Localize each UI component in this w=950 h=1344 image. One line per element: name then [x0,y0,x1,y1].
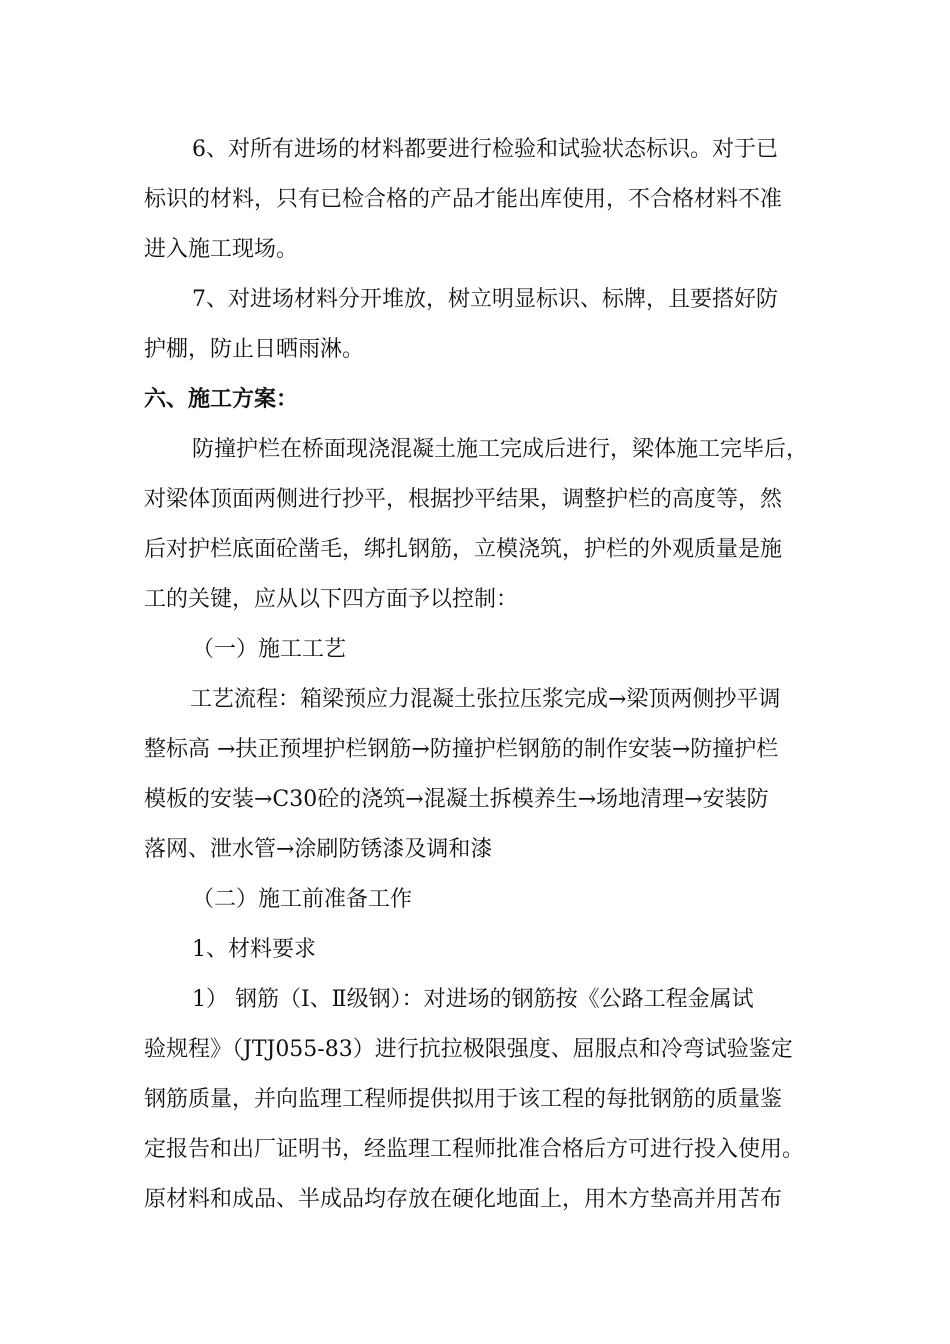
text-line: 进入施工现场。 [144,237,299,262]
text-line: 落网、泄水管→涂刷防锈漆及调和漆 [144,837,493,862]
text-line: 1） 钢筋（Ⅰ、Ⅱ级钢）：对进场的钢筋按《公路工程金属试 [192,987,754,1012]
text-line: 整标高 →扶正预埋护栏钢筋→防撞护栏钢筋的制作安装→防撞护栏 [144,737,779,762]
text-line: 护棚，防止日晒雨淋。 [144,337,365,362]
text-line: 对梁体顶面两侧进行抄平，根据抄平结果，调整护栏的高度等，然 [144,487,783,512]
subsection-heading: （二）施工前准备工作 [192,887,413,912]
text-line: 工艺流程：箱梁预应力混凝土张拉压浆完成→梁顶两侧抄平调 [190,687,781,712]
text-line: 钢筋质量，并向监理工程师提供拟用于该工程的每批钢筋的质量鉴 [144,1087,783,1112]
text-line: 验规程》（JTJ055-83）进行抗拉极限强度、屈服点和冷弯试验鉴定 [144,1037,793,1062]
text-line: 标识的材料，只有已检合格的产品才能出库使用，不合格材料不准 [144,187,783,212]
text-line: 7、对进场材料分开堆放，树立明显标识、标牌，且要搭好防 [192,287,778,312]
subsection-heading: （一）施工工艺 [192,637,347,662]
text-line: 1、材料要求 [192,937,316,962]
text-line: 后对护栏底面砼凿毛，绑扎钢筋，立模浇筑，护栏的外观质量是施 [144,537,783,562]
section-heading: 六、施工方案： [144,387,299,412]
text-line: 工的关键，应从以下四方面予以控制： [144,587,519,612]
text-line: 模板的安装→C30砼的浇筑→混凝土拆模养生→场地清理→安装防 [144,787,769,812]
text-line: 定报告和出厂证明书，经监理工程师批准合格后方可进行投入使用。 [144,1137,805,1162]
text-line: 6、对所有进场的材料都要进行检验和试验状态标识。对于已 [192,137,778,162]
text-line: 防撞护栏在桥面现浇混凝土施工完成后进行，梁体施工完毕后， [192,437,809,462]
text-line: 原材料和成品、半成品均存放在硬化地面上，用木方垫高并用苫布 [144,1187,783,1212]
